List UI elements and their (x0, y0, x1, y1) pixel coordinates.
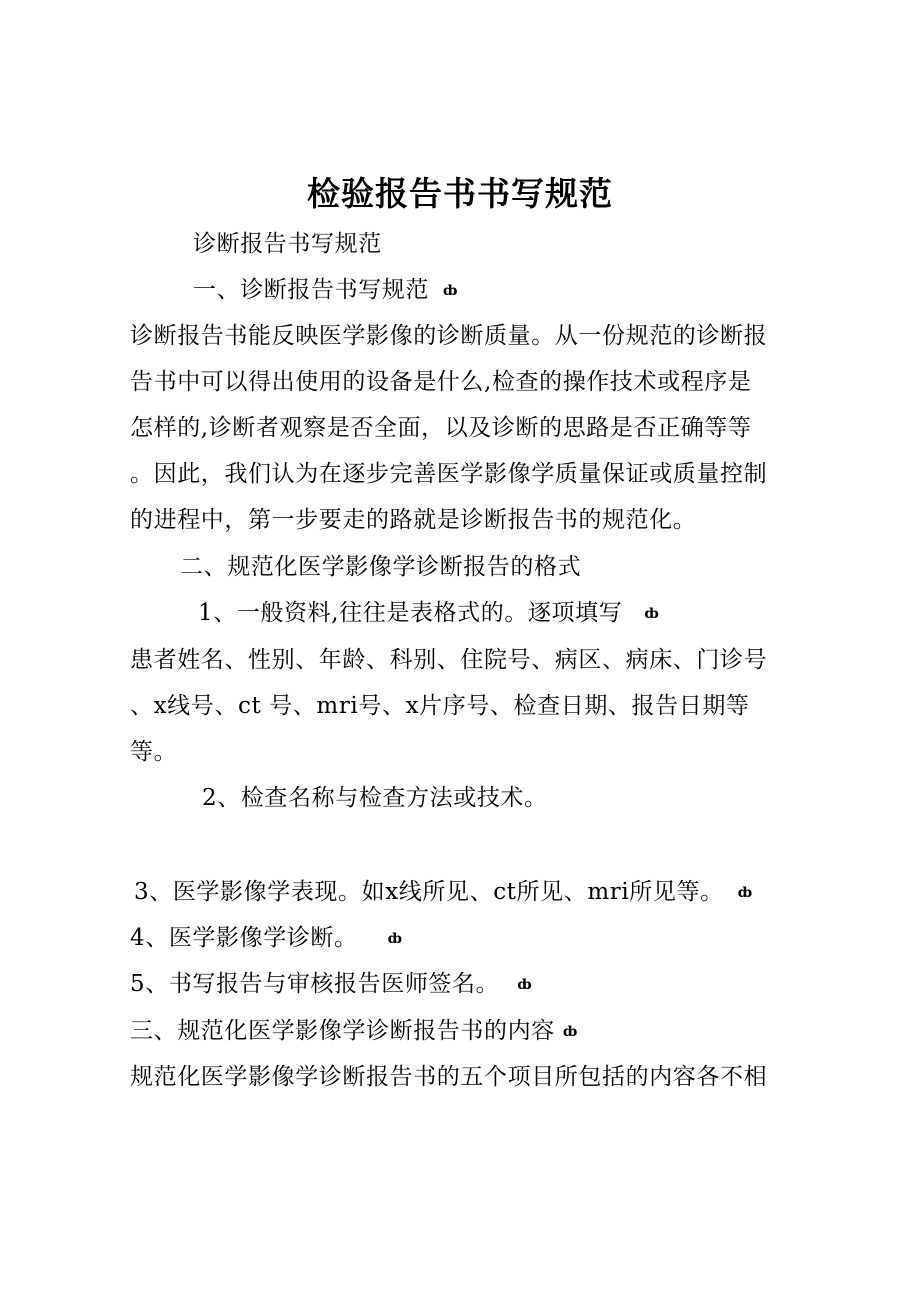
item1-detail-line-3: 等。 (130, 739, 178, 765)
para1-line-5: 的进程中，第一步要走的路就是诊断报告书的规范化。 (130, 507, 697, 533)
item4-text: 4、医学影像学诊断。 (130, 925, 358, 951)
section3-line (130, 1016, 578, 1047)
para3-line-1: 规范化医学影像学诊断报告书的五个项目所包括的内容各不相 (130, 1064, 768, 1090)
item2-text: 2、检查名称与检查方法或技术。 (202, 785, 548, 811)
section1-heading-line (193, 275, 458, 306)
document-title: 检验报告书书写规范 (307, 174, 613, 213)
paragraph-mark-icon: ȸ (387, 931, 403, 947)
item3-line (134, 877, 753, 908)
paragraph-mark-icon: ȸ (737, 885, 753, 901)
item4-line (130, 923, 403, 954)
para1-line-4: 。因此，我们认为在逐步完善医学影像学质量保证或质量控制 (130, 461, 768, 487)
paragraph-mark-icon: ȸ (443, 283, 459, 299)
para1-line-2: 告书中可以得出使用的设备是什么,检查的操作技术或程序是 (130, 369, 752, 395)
item3-text: 3、医学影像学表现。如x线所见、ct所见、mri所见等。 (134, 879, 724, 905)
section3-heading: 三、规范化医学影像学诊断报告书的内容 (130, 1018, 555, 1044)
paragraph-mark-icon: ȸ (644, 606, 660, 622)
item1-line (198, 598, 659, 629)
paragraph-mark-icon: ȸ (517, 977, 533, 993)
para1-line-1: 诊断报告书能反映医学影像的诊断质量。从一份规范的诊断报 (130, 323, 768, 349)
document-subtitle: 诊断报告书写规范 (193, 231, 382, 257)
item1-detail-line-2: 、x线号、ct 号、mri号、x片序号、检查日期、报告日期等 (130, 693, 750, 719)
section2-heading: 二、规范化医学影像学诊断报告的格式 (180, 554, 582, 580)
item1-detail-line-1: 患者姓名、性别、年龄、科别、住院号、病区、病床、门诊号 (130, 647, 768, 673)
item5-line (130, 969, 532, 1000)
item5-text: 5、书写报告与审核报告医师签名。 (130, 971, 500, 997)
paragraph-mark-icon: ȸ (562, 1024, 578, 1040)
para1-line-3: 怎样的,诊断者观察是否全面，以及诊断的思路是否正确等等 (130, 415, 752, 441)
item1-text: 1、一般资料,往往是表格式的。逐项填写 (198, 600, 623, 626)
section1-heading: 一、诊断报告书写规范 (193, 277, 429, 303)
